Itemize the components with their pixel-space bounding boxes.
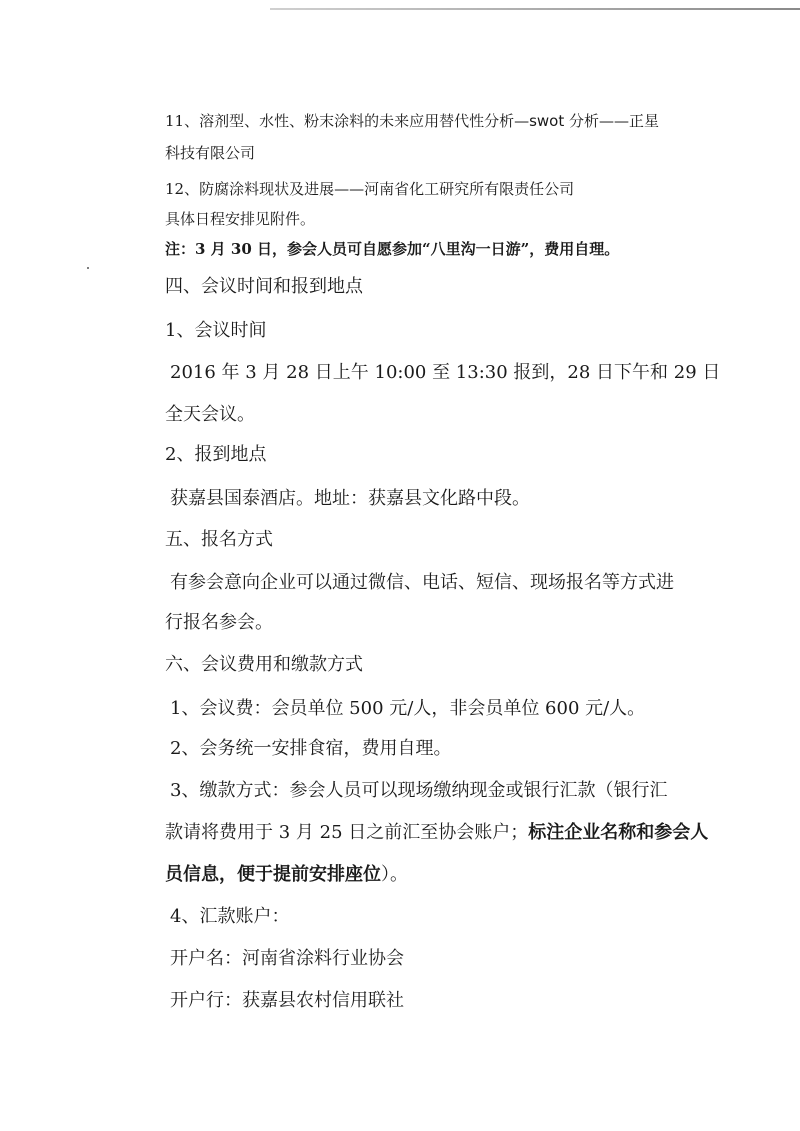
schedule-note: 具体日程安排见附件。	[165, 210, 316, 228]
fee-line: 1、会议费：会员单位 500 元/人，非会员单位 600 元/人。	[170, 698, 646, 719]
signup-line1: 有参会意向企业可以通过微信、电话、短信、现场报名等方式进	[170, 572, 674, 593]
account-heading: 4、汇款账户：	[170, 906, 290, 927]
registration-place-subheading: 2、报到地点	[165, 444, 267, 465]
registration-location: 获嘉县国泰酒店。地址：获嘉县文化路中段。	[170, 488, 530, 509]
trip-note: 注：3 月 30 日，参会人员可自愿参加“八里沟一日游”，费用自理。	[165, 240, 620, 258]
signup-line2: 行报名参会。	[165, 612, 273, 633]
meals-line: 2、会务统一安排食宿，费用自理。	[170, 738, 452, 759]
agenda-item-12: 12、防腐涂料现状及进展——河南省化工研究所有限责任公司	[165, 180, 575, 198]
bank-name: 开户行：获嘉县农村信用联社	[170, 990, 404, 1011]
payment-line1: 3、缴款方式：参会人员可以现场缴纳现金或银行汇款（银行汇	[170, 780, 668, 801]
payment-line3: 员信息，便于提前安排座位）。	[165, 864, 408, 885]
account-name: 开户名：河南省涂料行业协会	[170, 948, 404, 969]
agenda-item-11-line2: 科技有限公司	[165, 144, 256, 162]
meeting-time-subheading: 1、会议时间	[165, 320, 267, 341]
section-4-heading: 四、会议时间和报到地点	[165, 276, 363, 297]
section-6-heading: 六、会议费用和缴款方式	[165, 654, 363, 675]
agenda-item-11-line1: 11、溶剂型、水性、粉末涂料的未来应用替代性分析—swot 分析——正星	[165, 112, 660, 130]
meeting-time-line1: 2016 年 3 月 28 日上午 10:00 至 13:30 报到，28 日下午和 29 日	[170, 362, 721, 383]
meeting-time-line2: 全天会议。	[165, 404, 255, 425]
payment-line2: 款请将费用于 3 月 25 日之前汇至协会账户；标注企业名称和参会人	[165, 822, 709, 843]
section-5-heading: 五、报名方式	[165, 529, 273, 550]
